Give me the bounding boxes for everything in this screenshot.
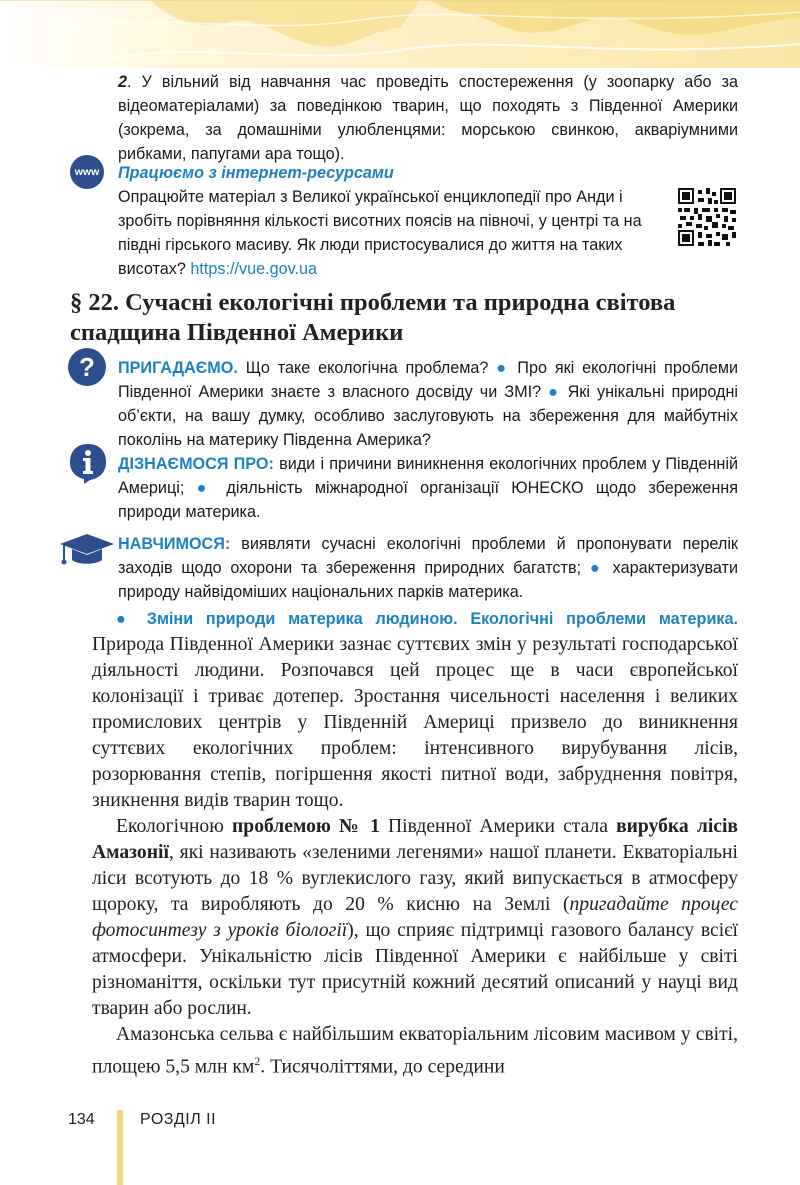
- info-icon: [70, 444, 106, 484]
- vue-link[interactable]: https://vue.gov.ua: [190, 260, 317, 278]
- learn-about-p2: діяльність міжнародної організації ЮНЕСКО щодо збереження природи материка.: [118, 479, 739, 521]
- paragraph-2-text-e: , які називають «зеленими легенями» нашої планети. Екваторіальні ліси всотують до 18 % вуглекислого газу, який випускається в атмосферу щороку, та виробляють до 20 % кисню на Землі (: [92, 842, 738, 915]
- recall-block: [118, 356, 738, 452]
- main-text: [92, 606, 738, 1081]
- task-2: [118, 70, 738, 166]
- bullet: ●: [496, 359, 510, 377]
- superscript-2: 2: [254, 1054, 261, 1068]
- skills-s2: характеризувати природу найвідоміших національних парків материка.: [118, 559, 738, 601]
- recall-label: ПРИГАДАЄМО.: [118, 359, 238, 377]
- biology-reminder: пригадайте процес фотосинтезу з уроків біології: [92, 894, 738, 941]
- qr-code-icon[interactable]: [678, 188, 736, 246]
- paragraph-2-text-g: ), що сприяє підтримці газового балансу всієї атмосфери. Унікальністю лісів Південної Америки є найбільше у світі різноманіття, оскільки тут присутній кожний десятий описаний у науці вид тварин або рослин.: [92, 920, 738, 1019]
- paragraph-2-text-a: Екологічною: [116, 816, 233, 837]
- paragraph-2: [92, 814, 738, 1022]
- internet-text: [118, 185, 653, 281]
- skills-s1: виявляти сучасні екологічні проблеми й пропонувати перелік заходів щодо охорони та збереження природних багатств;: [118, 535, 738, 577]
- skills-block: [118, 532, 738, 604]
- chapter-color-bar: [117, 1110, 123, 1185]
- task-number: 2: [118, 73, 128, 91]
- recall-q1: Що таке екологічна проблема?: [237, 359, 497, 377]
- sub-heading: ● Зміни природи материка людиною. Екологічні проблеми материка.: [116, 610, 738, 628]
- internet-resources-box: [118, 161, 653, 281]
- task-text: . У вільний від навчання час проведіть спостереження (у зоопарку або за відеоматеріалами) за поведінкою тварин, що походять з Південної Америки (зокрема, за домашніми улюбленцями: морською свинкою, акваріумними рибками, папугами ара тощо).: [118, 73, 738, 163]
- amazon-deforestation-term: вирубка лісів Амазонії: [92, 816, 738, 863]
- recall-q3: Які унікальні природні об’єкти, на вашу думку, особливо заслуговують на збереження для майбутніх поколінь на материку Південна Америка?: [118, 383, 738, 449]
- paragraph-3-text-b: . Тисячоліттями, до середини: [260, 1056, 505, 1078]
- paragraph-1: [92, 606, 738, 814]
- learn-about-label: ДІЗНАЄМОСЯ ПРО:: [118, 455, 274, 473]
- paragraph-3: [92, 1022, 738, 1081]
- paragraph-1-text: Природа Південної Америки зазнає суттєвих змін у результаті господарської діяльності людини. Розпочався цей процес ще в часи європейської колонізації і триває дотепер. Зростання чисельності населення і великих промислових центрів у Південній Америці призвело до виникнення суттєвих екологічних проблем: інтенсивного вирубування лісів, розорювання степів, погіршення якості питної води, забруднення повітря, зникнення видів тварин тощо.: [92, 634, 738, 811]
- www-icon: www: [70, 155, 104, 189]
- paragraph-3-text-a: Амазонська сельва є найбільшим екваторіальним лісовим масивом у світі, площею 5,5 млн км: [92, 1024, 738, 1078]
- section-title: § 22. Сучасні екологічні проблеми та природна світова спадщина Південної Америки: [70, 289, 676, 346]
- internet-text-body: Опрацюйте матеріал з Великої української енциклопедії про Анди і зробіть порівняння кількості висотних поясів на півночі, у центрі та на півдні гірського масиву. Як люди пристосувалися до життя на таких висотах?: [118, 188, 642, 278]
- question-icon: ?: [68, 348, 106, 386]
- map-banner-decoration: [0, 0, 800, 68]
- page-number: 134: [68, 1111, 95, 1128]
- chapter-label: РОЗДІЛ ІІ: [140, 1111, 217, 1128]
- learn-about-p1: види і причини виникнення екологічних проблем у Південній Америці;: [118, 455, 739, 497]
- paragraph-2-text-c: Південної Америки стала: [379, 816, 617, 837]
- graduation-cap-icon: [60, 530, 114, 570]
- problem-1-term: проблемою № 1: [232, 816, 380, 837]
- learn-about-block: [118, 452, 738, 524]
- bullet: ●: [196, 479, 215, 497]
- internet-heading: Працюємо з інтернет-ресурсами: [118, 164, 394, 182]
- recall-q2: Про які екологічні проблеми Південної Америки знаєте з власного досвіду чи ЗМІ?: [118, 359, 738, 401]
- bullet: ●: [589, 559, 604, 577]
- skills-label: НАВЧИМОСЯ:: [118, 535, 231, 553]
- bullet: ●: [548, 383, 561, 401]
